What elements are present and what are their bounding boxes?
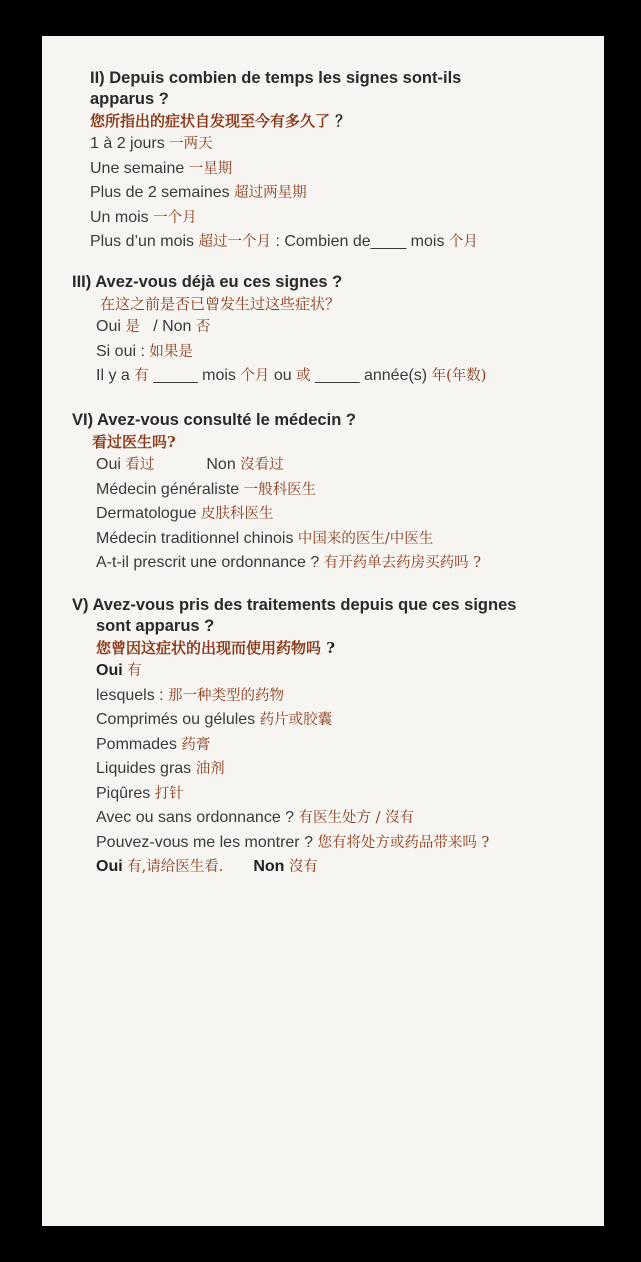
section-6-title: VI) Avez-vous consulté le médecin ? <box>72 411 356 429</box>
answer-one-week: Une semaine 一星期 <box>90 159 233 177</box>
answer-ointments: Pommades 药膏 <box>96 735 211 753</box>
section-5-zh-title: 您曾因这症状的出现而使用药物吗 ? <box>96 639 336 657</box>
answer-over-one-month: Plus d’un mois 超过一个月 : Combien de____ mois 个月 <box>90 233 478 250</box>
section-2-zh-title: 您所指出的症状自发现至今有多久了 ？ <box>90 112 351 130</box>
answer-1-2-days: 1 à 2 jours 一两天 <box>90 135 213 152</box>
section-6 <box>72 410 604 576</box>
section-2 <box>90 68 604 255</box>
answer-injections: Piqûres 打针 <box>96 784 184 802</box>
section-3 <box>72 272 604 389</box>
section-2-title-line1: II) Depuis combien de temps les signes sont-ils <box>90 69 462 87</box>
section-5 <box>72 595 604 880</box>
answer-which: lesquels : 那一种类型的药物 <box>96 686 285 704</box>
answer-over-2-weeks: Plus de 2 semaines 超过两星期 <box>90 184 307 201</box>
answer-one-month: Un mois 一个月 <box>90 208 197 226</box>
answer-with-without-prescription: Avec ou sans ordonnance ? 有医生处方 / 沒有 <box>96 809 415 826</box>
section-6-zh-title: 看过医生吗? <box>92 433 176 451</box>
answer-how-long-ago: Il y a 有 _____ mois 个月 ou 或 _____ année(s) 年(年数) <box>96 367 487 384</box>
answer-yes-no: Oui 是 / Non 否 <box>96 318 211 335</box>
answer-consulted: Oui 看过 Non 沒看过 <box>96 456 284 473</box>
section-5-title-line1: V) Avez-vous pris des traitements depuis que ces signes <box>72 596 517 614</box>
section-3-title: III) Avez-vous déjà eu ces signes ? <box>72 273 343 291</box>
answer-chinese-doctor: Médecin traditionnel chinois 中国来的医生/中医生 <box>96 529 434 547</box>
answer-yes: Oui 有 <box>96 662 142 679</box>
answer-general-practitioner: Médecin généraliste 一般科医生 <box>96 480 317 498</box>
answer-tablets: Comprimés ou gélules 药片或胶囊 <box>96 711 333 728</box>
section-5-title-line2: sont apparus ? <box>96 617 215 635</box>
answer-dermatologist: Dermatologue 皮肤科医生 <box>96 505 274 522</box>
section-3-zh-title: 在这之前是否已曾发生过这些症状？ <box>100 295 341 313</box>
leaflet-page <box>42 36 604 1226</box>
section-2-title-line2: apparus ? <box>90 90 169 108</box>
answer-show-me: Pouvez-vous me les montrer ? 您有将处方或药品带来吗 ? <box>96 833 490 851</box>
answer-prescription: A-t-il prescrit une ordonnance ? 有开药单去药房买药吗 ? <box>96 554 482 571</box>
answer-oily-liquids: Liquides gras 油剂 <box>96 760 225 777</box>
answer-final-yes-no: Oui 有,请给医生看. Non 沒有 <box>96 858 318 875</box>
answer-if-yes: Si oui : 如果是 <box>96 342 193 360</box>
